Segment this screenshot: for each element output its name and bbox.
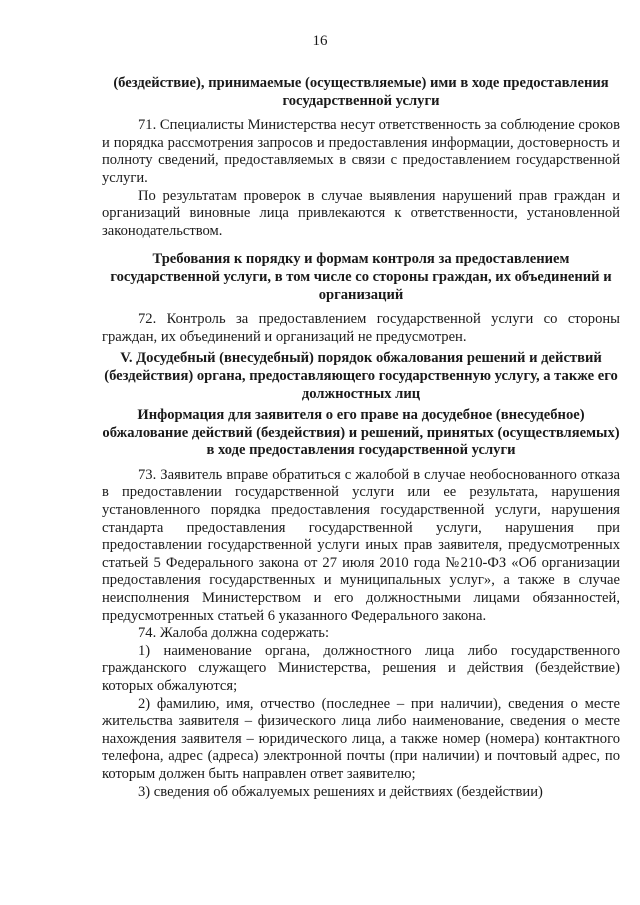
section-heading-appeal-info: Информация для заявителя о его праве на досудебное (внесудебное) обжалование действий (бездействия) и решений, принятых (осуществляемых) в ходе предоставления государственной услуги	[102, 407, 620, 459]
list-item-2: 2) фамилию, имя, отчество (последнее – при наличии), сведения о месте жительства заявителя – физического лица либо наименование, сведения о месте нахождения заявителя – юридического лица, а также номер (номера) контактного телефона, адрес (адреса) электронной почты (при наличии) и почтовый адрес, по которым должен быть направлен ответ заявителю;	[102, 695, 620, 782]
paragraph-71-continued: По результатам проверок в случае выявления нарушений прав граждан и организаций виновные лица привлекаются к ответственности, установленной законодательством.	[102, 187, 620, 239]
paragraph-74: 74. Жалоба должна содержать:	[138, 625, 329, 642]
paragraph-71: 71. Специалисты Министерства несут ответственность за соблюдение сроков и порядка рассмотрения запросов и предоставления информации, достоверность и полноту сведений, предоставляемых в связи с предоставлением государственной услуги.	[102, 117, 620, 186]
paragraph-72: 72. Контроль за предоставлением государственной услуги со стороны граждан, их объединений и организаций не предусмотрен.	[102, 311, 620, 345]
list-item-1: 1) наименование органа, должностного лица либо государственного гражданского служащего Министерства, решения и действия (бездействие) которых обжалуются;	[102, 642, 620, 694]
document-body	[102, 75, 620, 801]
section-heading-control-requirements: Требования к порядку и формам контроля за предоставлением государственной услуги, в том числе со стороны граждан, их объединений и организаций	[110, 251, 612, 303]
paragraph-73: 73. Заявитель вправе обратиться с жалобой в случае необоснованного отказа в предоставлении государственной услуги или ее результата, нарушения установленного порядка предоставления государственной услуги, нарушения стандарта предоставления государственной услуги, нарушения при предоставлении государственной услуги иных прав заявителя, предусмотренных статьей 5 Федерального закона от 27 июля 2010 года №210-ФЗ «Об организации предоставления государственных и муниципальных услуг», а также в случае неисполнения Министерством и его должностными лицами обязанностей, предусмотренных статьей 6 указанного Федерального закона.	[102, 466, 620, 624]
page-number: 16	[312, 33, 328, 49]
list-item-3: 3) сведения об обжалуемых решениях и действиях (бездействии)	[138, 783, 543, 800]
section-heading-continuation: (бездействие), принимаемые (осуществляемые) ими в ходе предоставления государственной услуги	[113, 75, 609, 109]
chapter-heading-v: V. Досудебный (внесудебный) порядок обжалования решений и действий (бездействия) органа, предоставляющего государственную услугу, а также его должностных лиц	[104, 350, 618, 402]
